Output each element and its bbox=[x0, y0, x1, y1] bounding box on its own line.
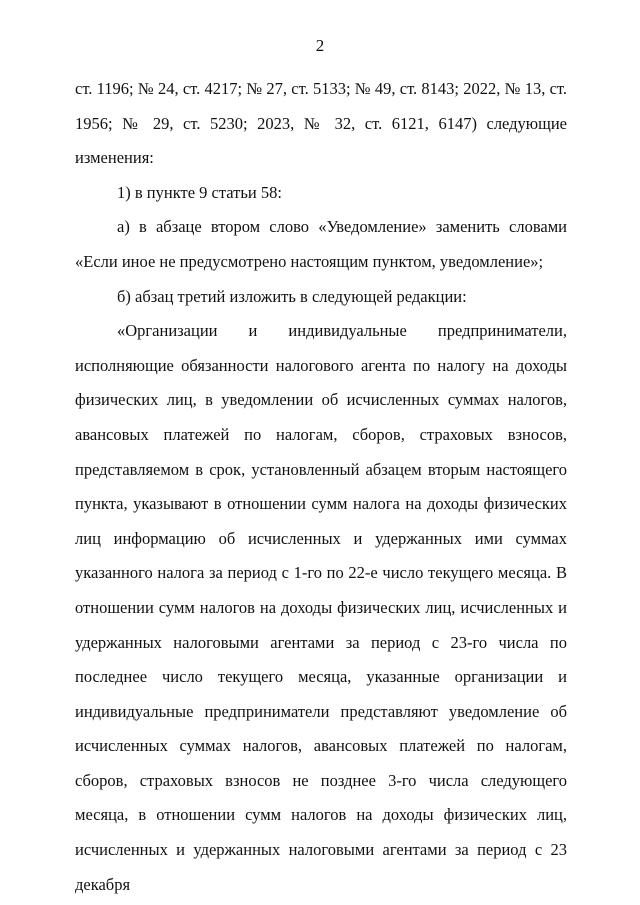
paragraph-2: 1) в пункте 9 статьи 58: bbox=[117, 182, 282, 202]
paragraph-3: а) в абзаце втором слово «Уведомление» заменить словами «Если иное не предусмотрено настоящим пунктом, уведомление»; bbox=[75, 217, 567, 271]
paragraph-5: «Организации и индивидуальные предприниматели, исполняющие обязанности налогового агента по налогу на доходы физических лиц, в уведомлении об исчисленных суммах налогов, авансовых платежей по налогам, сборов, страховых взносов, представляемом в срок, установленный абзацем вторым настоящего пункта, указывают в отношении сумм налога на доходы физических лиц информацию об исчисленных и удержанных ими суммах указанного налога за период с 1-го по 22-е число текущего месяца. В отношении сумм налогов на доходы физических лиц, исчисленных и удержанных налоговыми агентами за период с 23-го числа по последнее число текущего месяца, указанные организации и индивидуальные предприниматели представляют уведомление об исчисленных суммах налогов, авансовых платежей по налогам, сборов, страховых взносов не позднее 3-го числа следующего месяца, в отношении сумм налогов на доходы физических лиц, исчисленных и удержанных налоговыми агентами за период с 23 декабря bbox=[75, 321, 567, 894]
document-body bbox=[75, 72, 567, 902]
paragraph-1: ст. 1196; № 24, ст. 4217; № 27, ст. 5133; № 49, ст. 8143; 2022, № 13, ст. 1956; № 29, ст. 5230; 2023, № 32, ст. 6121, 6147) следующие изменения: bbox=[75, 79, 567, 168]
paragraph-4: б) абзац третий изложить в следующей редакции: bbox=[117, 286, 467, 306]
page-number: 2 bbox=[315, 36, 325, 55]
